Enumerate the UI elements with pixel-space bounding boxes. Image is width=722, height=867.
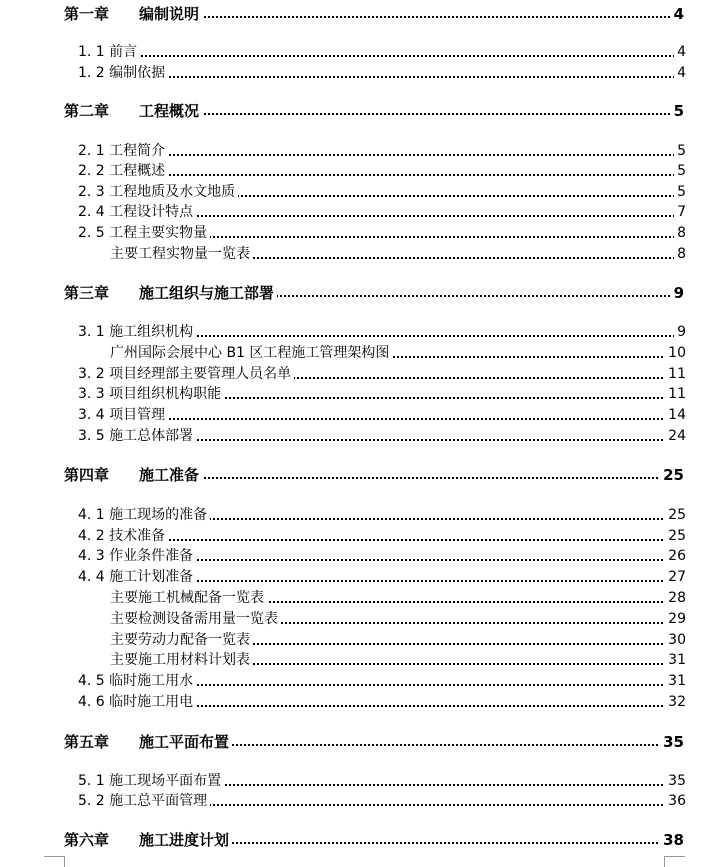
toc-chapter-number: 第三章 (64, 284, 110, 302)
toc-entry-title: 4. 5 临时施工用水 (78, 671, 196, 691)
toc-page-number: 29 (665, 609, 686, 629)
toc-chapter-title: 施工平面布置 (139, 733, 230, 751)
toc-page-number: 31 (665, 650, 686, 670)
toc-section-entry[interactable] (0, 771, 722, 791)
toc-page-number: 4 (671, 4, 684, 24)
toc-subentry[interactable] (0, 244, 722, 264)
toc-page-number: 35 (660, 732, 684, 752)
toc-page-number: 26 (665, 546, 686, 566)
toc-page-number: 7 (674, 202, 686, 222)
toc-subentry[interactable] (0, 650, 722, 670)
toc-page-number: 24 (665, 426, 686, 446)
toc-entry-title: 主要施工用材料计划表 (110, 650, 253, 670)
toc-entry-title: 2. 3 工程地质及水文地质 (78, 182, 238, 202)
toc-subentry[interactable] (0, 630, 722, 650)
toc-chapter-entry[interactable] (0, 283, 722, 303)
toc-subentry[interactable] (0, 609, 722, 629)
toc-page-number: 4 (674, 42, 686, 62)
toc-chapter-number: 第二章 (64, 102, 110, 120)
toc-chapter-entry[interactable] (0, 4, 722, 24)
toc-page-number: 28 (665, 588, 686, 608)
toc-entry-title: 1. 1 前言 (78, 42, 140, 62)
toc-subentry[interactable] (0, 588, 722, 608)
toc-page-number: 27 (665, 567, 686, 587)
toc-entry-title (64, 830, 232, 850)
toc-page-number: 32 (665, 692, 686, 712)
toc-page-number: 5 (674, 182, 686, 202)
toc-section-entry[interactable] (0, 405, 722, 425)
toc-section-entry[interactable] (0, 182, 722, 202)
toc-page-number: 11 (665, 364, 686, 384)
toc-page-number: 25 (660, 465, 684, 485)
toc-entry-title: 5. 2 施工总平面管理 (78, 791, 210, 811)
toc-entry-title: 3. 1 施工组织机构 (78, 322, 196, 342)
toc-leader-dots (78, 55, 678, 57)
toc-page-number: 9 (674, 322, 686, 342)
toc-page-number: 25 (665, 505, 686, 525)
toc-entry-title: 2. 4 工程设计特点 (78, 202, 196, 222)
toc-section-entry[interactable] (0, 526, 722, 546)
toc-entry-title: 2. 5 工程主要实物量 (78, 223, 210, 243)
toc-chapter-entry[interactable] (0, 101, 722, 121)
toc-entry-title (64, 101, 202, 121)
toc-section-entry[interactable] (0, 426, 722, 446)
toc-section-entry[interactable] (0, 671, 722, 691)
toc-chapter-entry[interactable] (0, 830, 722, 850)
toc-chapter-entry[interactable] (0, 732, 722, 752)
toc-entry-title: 主要劳动力配备一览表 (110, 630, 253, 650)
toc-entry-title: 广州国际会展中心 B1 区工程施工管理架构图 (110, 343, 392, 363)
toc-chapter-number: 第四章 (64, 466, 110, 484)
toc-entry-title: 3. 4 项目管理 (78, 405, 168, 425)
toc-page-number: 38 (660, 830, 684, 850)
toc-chapter-number: 第六章 (64, 831, 110, 849)
toc-chapter-title: 工程概况 (139, 102, 200, 120)
toc-chapter-entry[interactable] (0, 465, 722, 485)
toc-entry-title: 主要工程实物量一览表 (110, 244, 253, 264)
toc-entry-title: 2. 2 工程概述 (78, 161, 168, 181)
toc-page-number: 8 (674, 223, 686, 243)
toc-page-number: 5 (671, 101, 684, 121)
toc-page-number: 8 (674, 244, 686, 264)
toc-entry-title: 1. 2 编制依据 (78, 63, 168, 83)
toc-entry-title: 2. 1 工程简介 (78, 141, 168, 161)
toc-entry-title: 主要施工机械配备一览表 (110, 588, 267, 608)
toc-section-entry[interactable] (0, 223, 722, 243)
toc-entry-title: 4. 4 施工计划准备 (78, 567, 196, 587)
toc-entry-title: 3. 2 项目经理部主要管理人员名单 (78, 364, 294, 384)
toc-chapter-number: 第一章 (64, 5, 110, 23)
toc-page-number: 9 (671, 283, 684, 303)
toc-section-entry[interactable] (0, 141, 722, 161)
toc-section-entry[interactable] (0, 161, 722, 181)
toc-entry-title: 主要检测设备需用量一览表 (110, 609, 281, 629)
toc-entry-title: 4. 2 技术准备 (78, 526, 168, 546)
toc-page-number: 5 (674, 141, 686, 161)
toc-chapter-number: 第五章 (64, 733, 110, 751)
toc-page-number: 4 (674, 63, 686, 83)
toc-section-entry[interactable] (0, 63, 722, 83)
toc-page-number: 25 (665, 526, 686, 546)
toc-page-number: 10 (665, 343, 686, 363)
toc-page-number: 35 (665, 771, 686, 791)
toc-entry-title: 4. 1 施工现场的准备 (78, 505, 210, 525)
toc-section-entry[interactable] (0, 364, 722, 384)
toc-section-entry[interactable] (0, 791, 722, 811)
toc-section-entry[interactable] (0, 42, 722, 62)
toc-section-entry[interactable] (0, 567, 722, 587)
toc-section-entry[interactable] (0, 505, 722, 525)
toc-section-entry[interactable] (0, 202, 722, 222)
toc-page-number: 30 (665, 630, 686, 650)
toc-subentry[interactable] (0, 343, 722, 363)
toc-section-entry[interactable] (0, 322, 722, 342)
toc-entry-title: 3. 3 项目组织机构职能 (78, 384, 224, 404)
toc-page-number: 36 (665, 791, 686, 811)
toc-section-entry[interactable] (0, 384, 722, 404)
toc-chapter-title: 施工组织与施工部署 (139, 284, 275, 302)
toc-section-entry[interactable] (0, 546, 722, 566)
toc-chapter-title: 编制说明 (139, 5, 200, 23)
toc-entry-title (64, 4, 202, 24)
toc-page-number: 31 (665, 671, 686, 691)
toc-chapter-title: 施工准备 (139, 466, 200, 484)
toc-entry-title (64, 283, 277, 303)
toc-section-entry[interactable] (0, 692, 722, 712)
toc-entry-title (64, 732, 232, 752)
toc-page-number: 11 (665, 384, 686, 404)
toc-page-number: 5 (674, 161, 686, 181)
toc-chapter-title: 施工进度计划 (139, 831, 230, 849)
toc-page-number: 14 (665, 405, 686, 425)
toc-entry-title (64, 465, 202, 485)
toc-entry-title: 4. 3 作业条件准备 (78, 546, 196, 566)
page-corner-mark-left (44, 856, 65, 867)
toc-entry-title: 3. 5 施工总体部署 (78, 426, 196, 446)
toc-entry-title: 5. 1 施工现场平面布置 (78, 771, 224, 791)
page-corner-mark-right (664, 856, 685, 867)
toc-entry-title: 4. 6 临时施工用电 (78, 692, 196, 712)
